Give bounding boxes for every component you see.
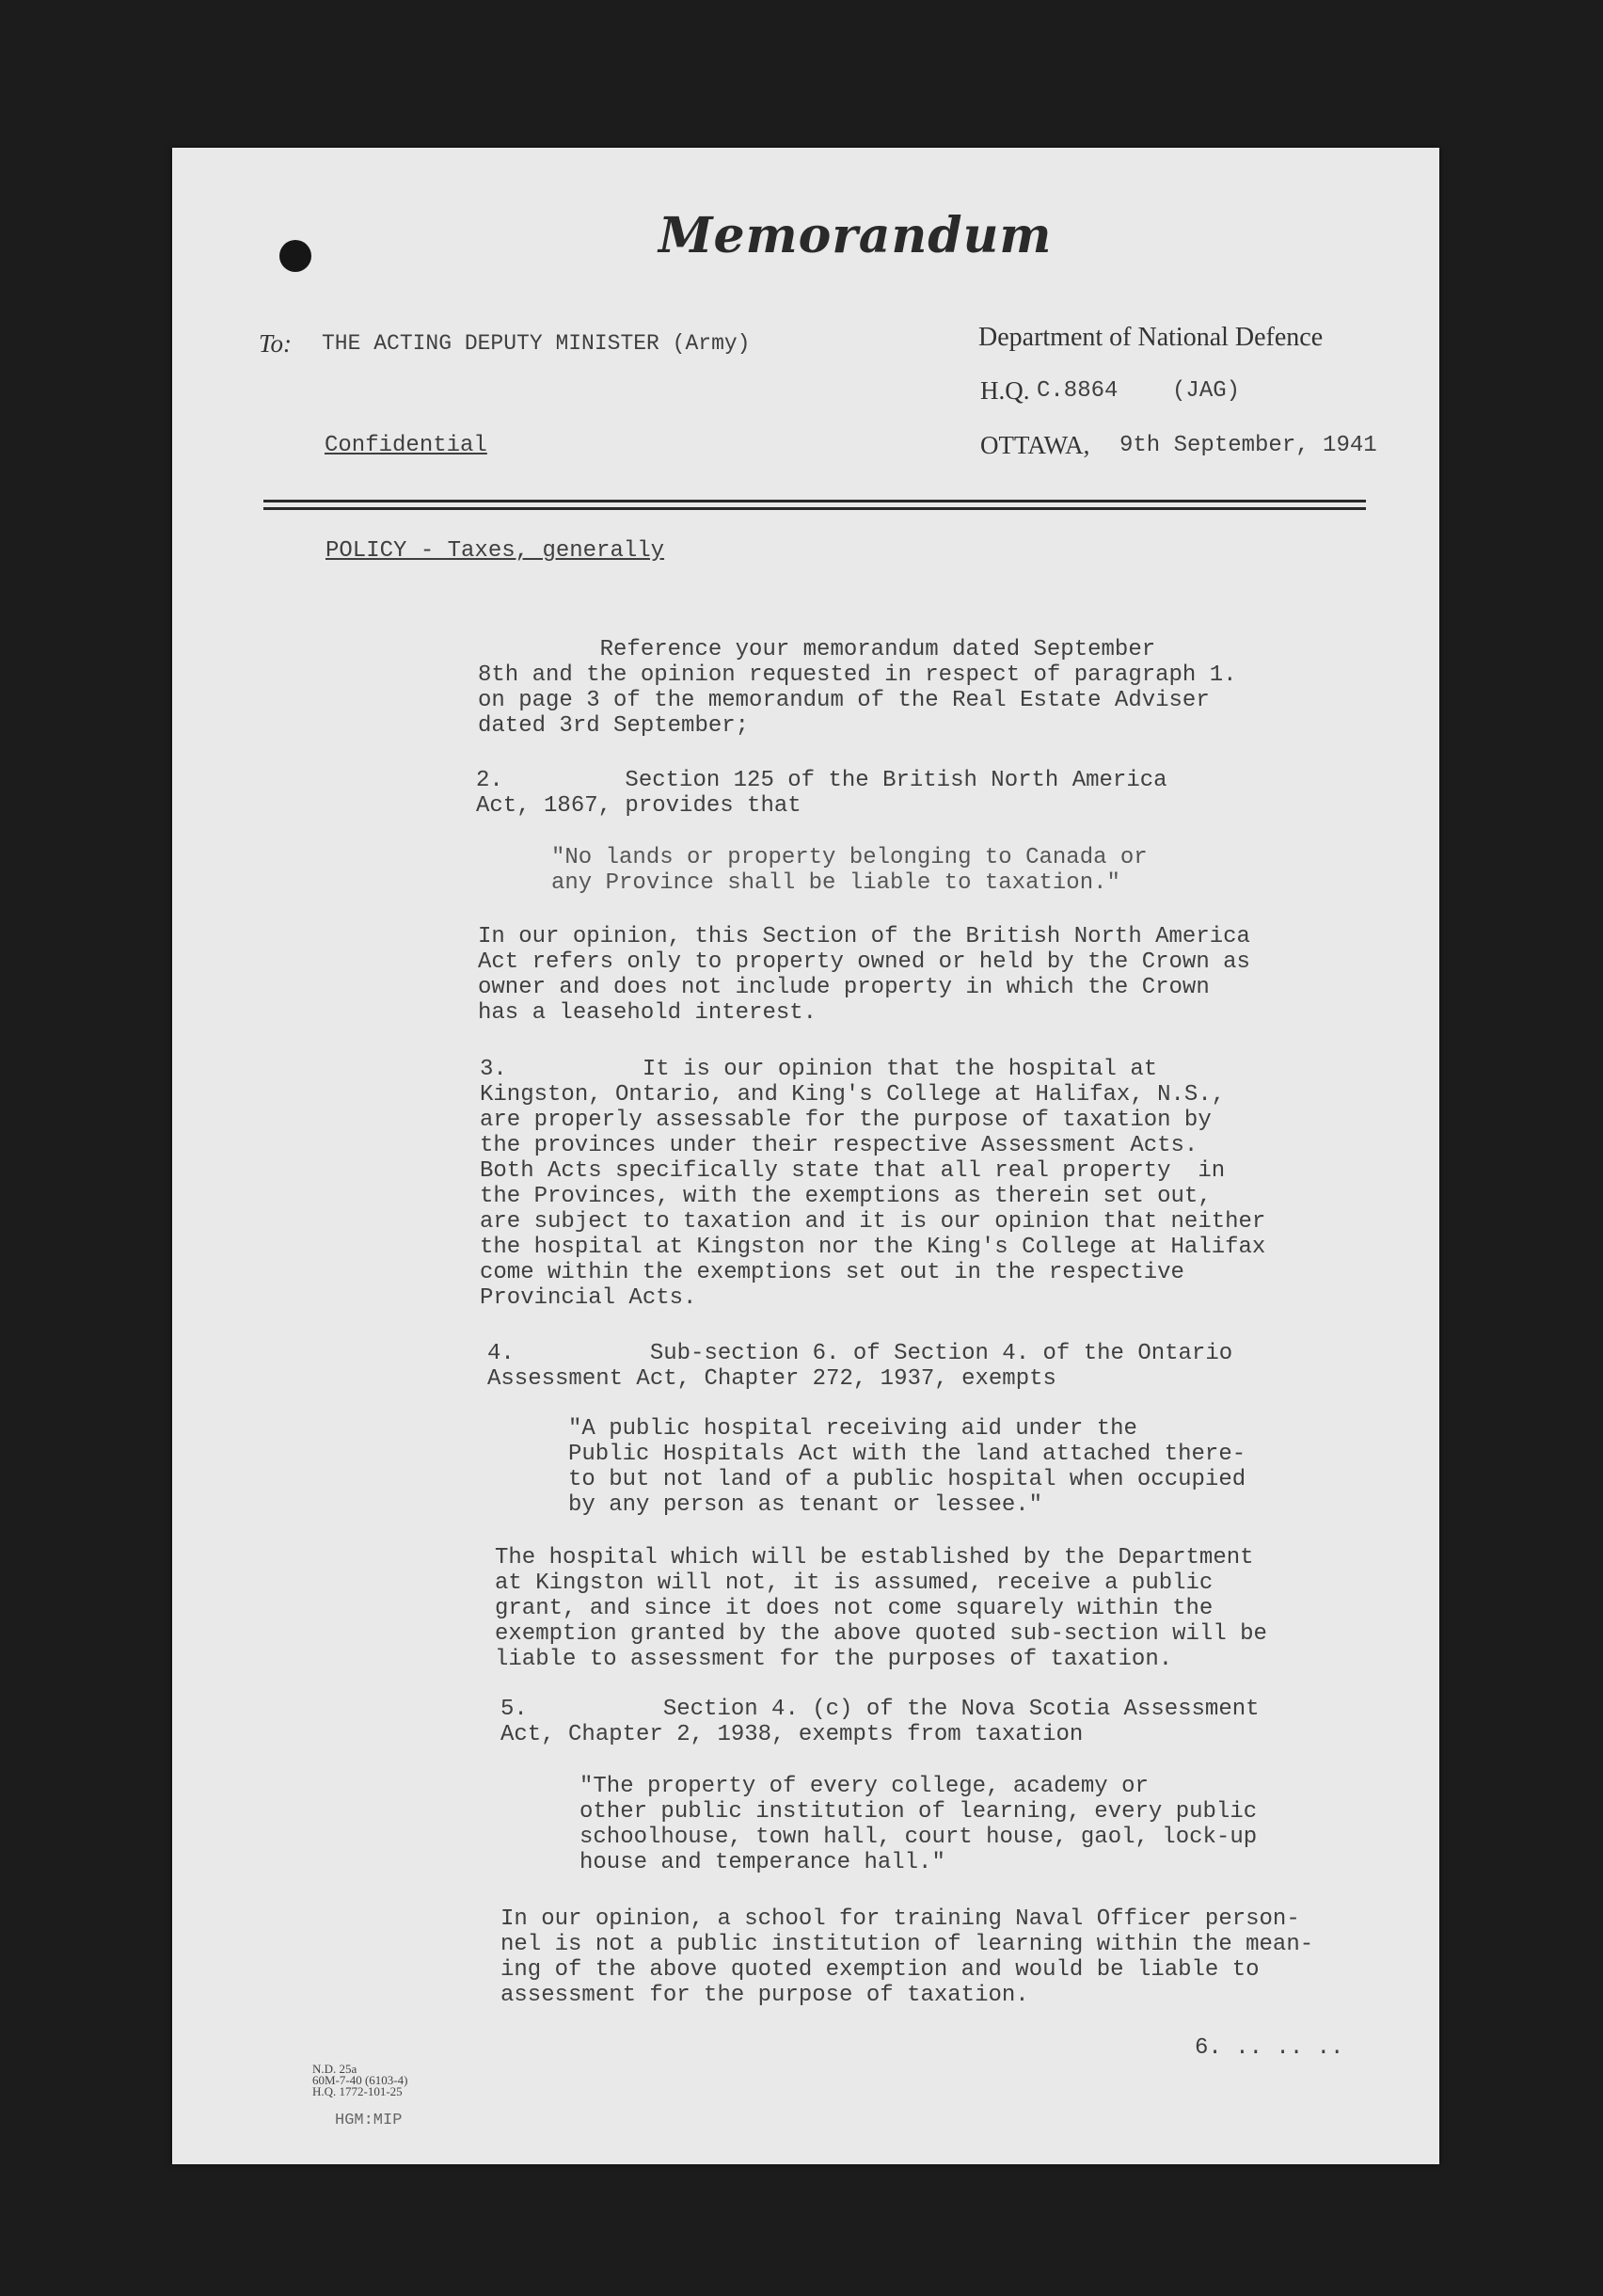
memo-date: 9th September, 1941 [1119,433,1377,458]
footer-file-reference: H.Q. 1772-101-25 [312,2084,403,2098]
paragraph-2-opinion: In our opinion, this Section of the British North America Act refers only to property owned or held by the Crown as owner and does not include property in which the Crown has a leasehold interest. [478,924,1250,1026]
paragraph-5: 5. Section 4. (c) of the Nova Scotia Assessment Act, Chapter 2, 1938, exempts from taxation [500,1697,1260,1747]
quotation-3: "The property of every college, academy or other public institution of learning, every public schoolhouse, town hall, court house, gaol, lock-up house and temperance hall." [579,1774,1258,1875]
hq-label: H.Q. [980,376,1030,405]
paragraph-2: 2. Section 125 of the British North America Act, 1867, provides that [476,768,1167,819]
paragraph-1: Reference your memorandum dated September 8th and the opinion requested in respect of paragraph 1. on page 3 of the memorandum of the Real Estate Adviser dated 3rd September; [478,637,1237,739]
file-reference: C.8864 (JAG) [1037,378,1241,404]
punch-hole [279,240,311,272]
continuation-marker: 6. .. .. .. [1195,2035,1344,2061]
paragraph-5-opinion: In our opinion, a school for training Naval Officer person- nel is not a public institution of learning within the mean- ing of the above quoted exemption and would be liable to assessment for the purpose of taxation. [500,1906,1314,2008]
paragraph-4: 4. Sub-section 6. of Section 4. of the Ontario Assessment Act, Chapter 272, 1937, exempts [487,1341,1233,1392]
recipient: THE ACTING DEPUTY MINISTER (Army) [322,331,751,356]
page-edge-tear [1447,1310,1462,1351]
paragraph-3: 3. It is our opinion that the hospital at Kingston, Ontario, and King's College at Halifax, N.S., are properly assessable for the purpose of taxation by the provinces under their respective Assessment Acts. Both Acts specifically state that all real property in the Provinces, with the exemptions as therein set out, are subject to taxation and it is our opinion that neither the hospital at Kingston nor the King's College at Halifax come within the exemptions set out in the respective Provincial Acts. [480,1057,1266,1311]
department-name: Department of National Defence [978,323,1324,352]
to-label: To: [259,329,293,358]
header-rule-bottom [263,507,1366,510]
memorandum-title: Memorandum [659,207,1053,264]
subject-line: POLICY - Taxes, generally [325,538,665,564]
quotation-1: "No lands or property belonging to Canada or any Province shall be liable to taxation." [551,845,1148,896]
header-rule-top [263,500,1366,502]
form-footer [312,2064,407,2097]
form-number: N.D. 25a [312,2062,357,2076]
typist-initials: HGM:MIP [335,2112,403,2129]
quotation-2: "A public hospital receiving aid under the Public Hospitals Act with the land attached there- to but not land of a public hospital when occupied by any person as tenant or lessee." [568,1416,1246,1518]
paragraph-4-opinion: The hospital which will be established by the Department at Kingston will not, it is assumed, receive a public grant, and since it does not come squarely within the exemption granted by the above quoted sub-section will be liable to assessment for the purposes of taxation. [495,1545,1267,1672]
classification-label: Confidential [325,433,487,458]
place-label: OTTAWA, [980,431,1090,459]
print-run: 60M-7-40 (6103-4) [312,2073,408,2087]
